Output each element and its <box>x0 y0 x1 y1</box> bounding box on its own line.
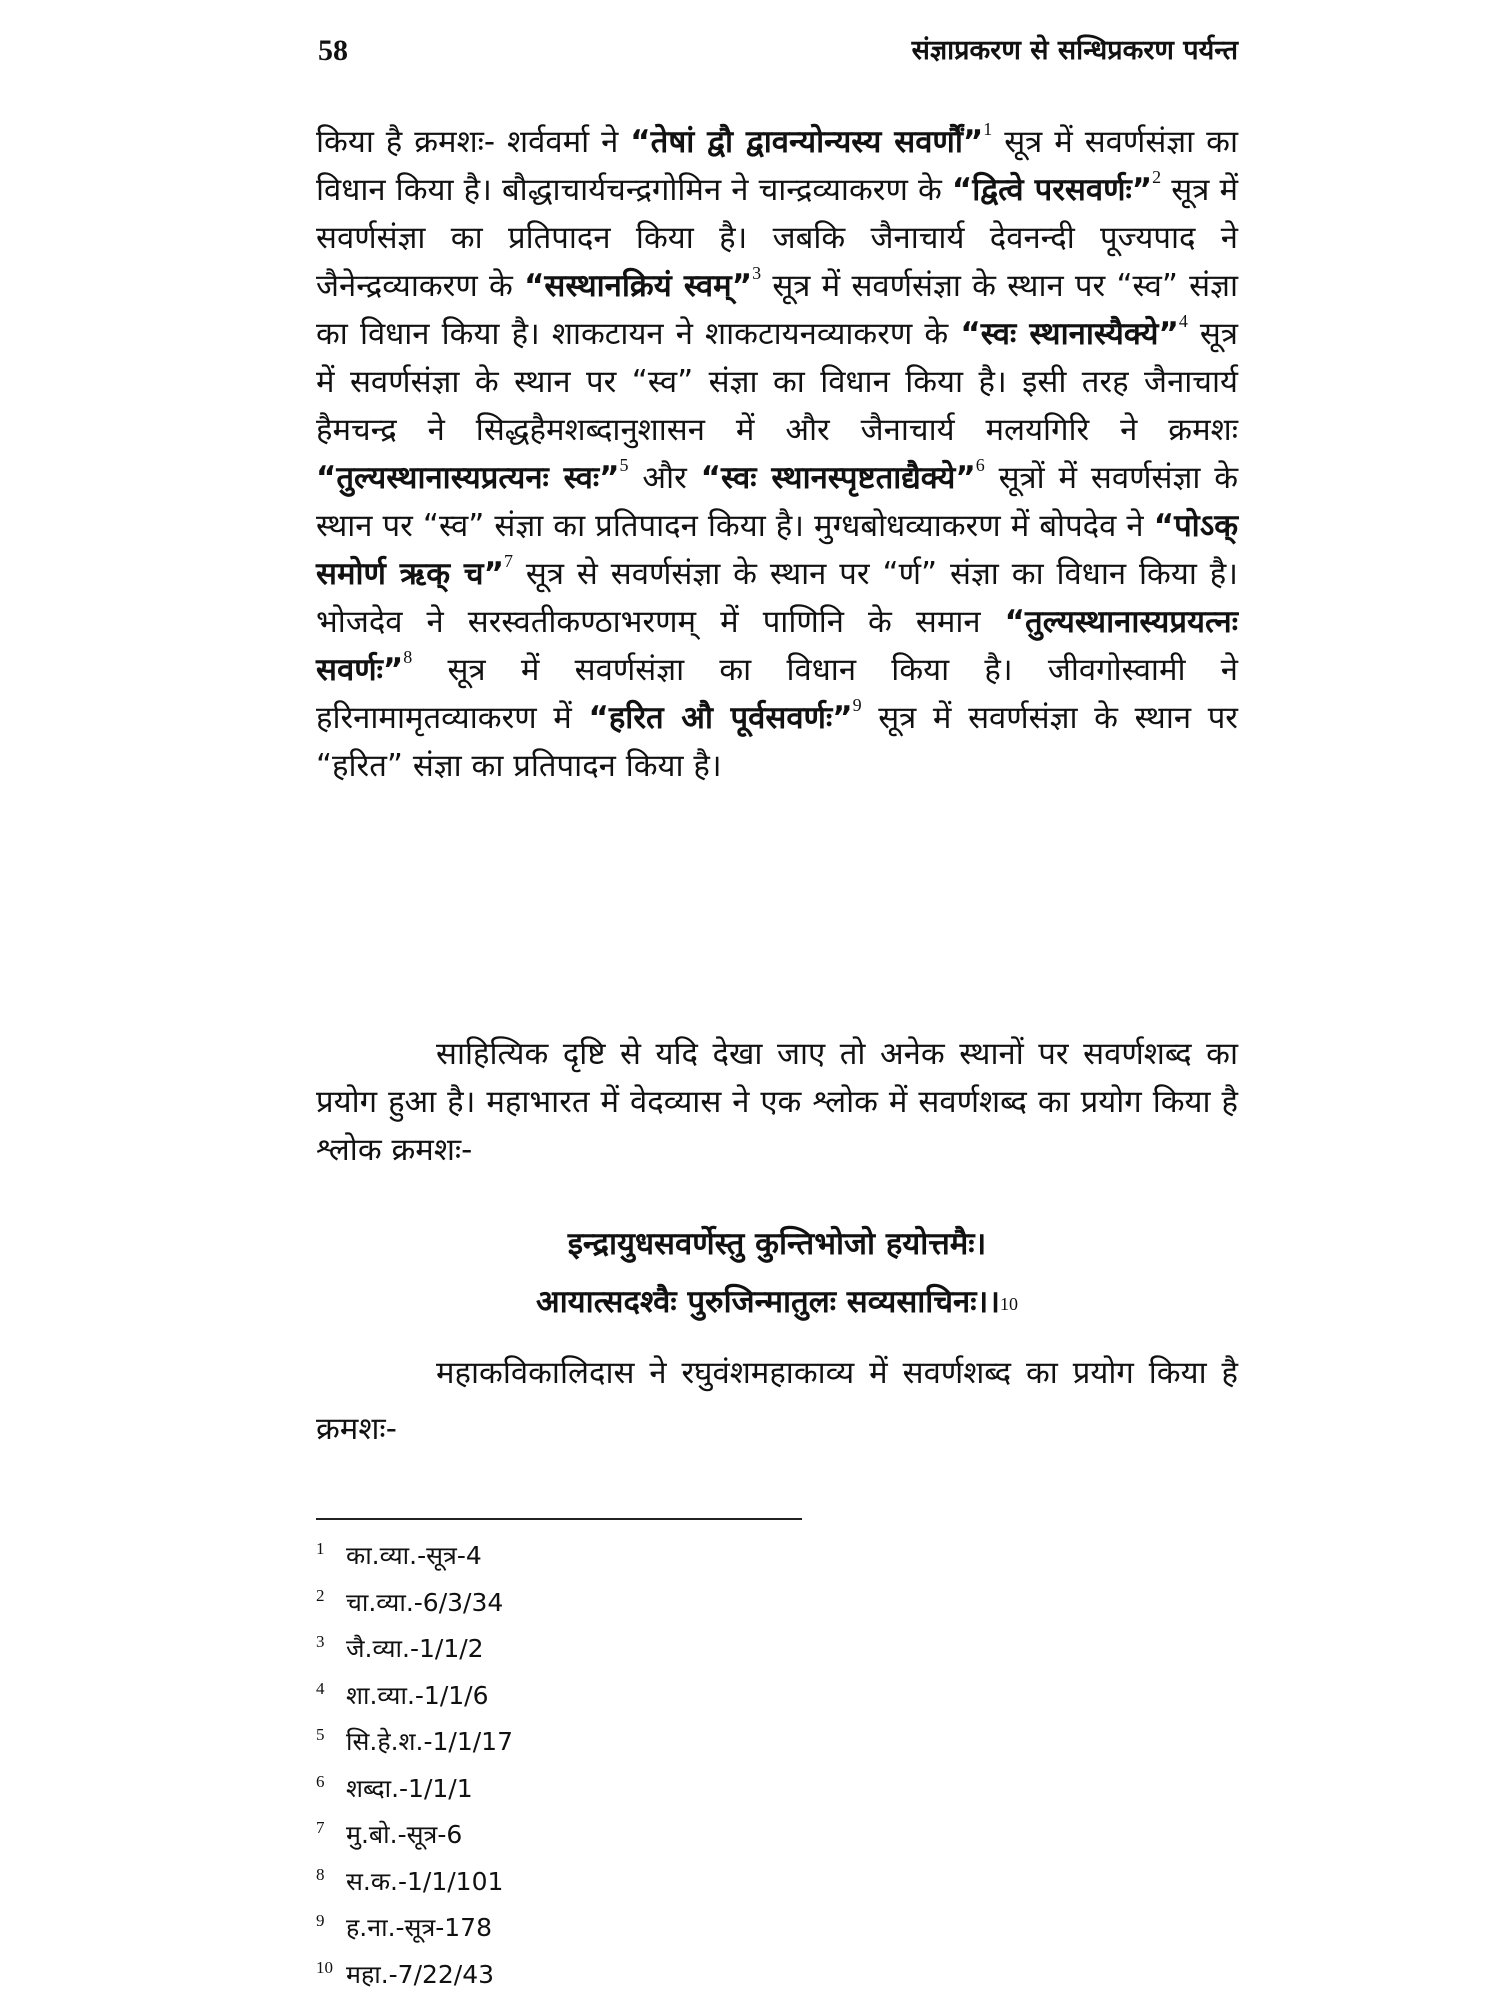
footnote-item <box>316 1771 513 1818</box>
footnote-number: 4 <box>316 1679 346 1699</box>
footnote-text: जै.व्या.-1/1/2 <box>346 1631 484 1665</box>
sutra-quote: “हरित औ पूर्वसवर्णः” <box>588 700 852 736</box>
sutra-quote: “तेषां द्वौ द्वावन्योन्यस्य सवर्णौं” <box>630 124 983 160</box>
text-run: किया है क्रमशः- शर्ववर्मा ने <box>316 124 630 160</box>
footnote-ref: 4 <box>1179 311 1188 331</box>
footnote-ref: 8 <box>403 647 412 667</box>
text-run: सूत्रों में सवर्णसंज्ञा के स्थान पर “स्व” संज्ञा का प्रतिपादन किया है। मुग्धबोधव्याकरण में बोपदेव ने <box>316 460 1238 544</box>
sutra-quote: “सस्थानक्रियं स्वम्” <box>524 268 752 304</box>
footnote-number: 9 <box>316 1911 346 1931</box>
footnote-ref: 7 <box>504 551 513 571</box>
footnote-text: महा.-7/22/43 <box>346 1957 494 1991</box>
page-number: 58 <box>318 34 348 68</box>
text-run: सूत्र में सवर्णसंज्ञा के स्थान पर “स्व” संज्ञा का विधान किया है। शाकटायन ने शाकटायनव्याकरण के <box>316 268 1238 352</box>
verse-footnote-ref: 10 <box>1000 1294 1018 1314</box>
footnote-number: 5 <box>316 1725 346 1745</box>
sutra-quote: “तुल्यस्थानास्यप्रत्यनः स्वः” <box>316 460 620 496</box>
footnote-ref: 9 <box>853 695 862 715</box>
text-run: सूत्र में सवर्णसंज्ञा का विधान किया है। जीवगोस्वामी ने हरिनामामृतव्याकरण में <box>316 652 1238 736</box>
footnote-item <box>316 1585 513 1632</box>
verse-line-2 <box>316 1278 1238 1326</box>
sutra-quote: “स्वः स्थानस्पृष्टताद्यैक्ये” <box>701 460 976 496</box>
verse-line-2-text: आयात्सदश्वैः पुरुजिन्मातुलः सव्यसाचिनः।। <box>536 1284 1000 1320</box>
footnote-item <box>316 1538 513 1585</box>
footnote-item <box>316 1910 513 1957</box>
text-run: सूत्र में सवर्णसंज्ञा का प्रतिपादन किया है। जबकि जैनाचार्य देवनन्दी पूज्यपाद ने जैनेन्द्रव्याकरण के <box>316 172 1238 304</box>
footnote-number: 10 <box>316 1958 346 1978</box>
footnote-item <box>316 1864 513 1911</box>
footnote-number: 6 <box>316 1772 346 1792</box>
footnote-text: चा.व्या.-6/3/34 <box>346 1585 503 1619</box>
sutra-quote: “पोऽक् समोर्ण ऋक् च” <box>316 508 1238 592</box>
text-run: सूत्र में सवर्णसंज्ञा का विधान किया है। बौद्धाचार्यचन्द्रगोमिन ने चान्द्रव्याकरण के <box>316 124 1238 208</box>
footnote-number: 3 <box>316 1632 346 1652</box>
footnote-text: ह.ना.-सूत्र-178 <box>346 1910 492 1944</box>
footnote-ref: 6 <box>976 455 985 475</box>
verse-line-1: इन्द्रायुधसवर्णेस्तु कुन्तिभोजो हयोत्तमैः। <box>316 1220 1238 1268</box>
sutra-quote: “स्वः स्थानास्यैक्ये” <box>960 316 1178 352</box>
footnote-ref: 1 <box>983 119 992 139</box>
footnote-item <box>316 1724 513 1771</box>
footnote-item <box>316 1957 513 2003</box>
footnote-text: का.व्या.-सूत्र-4 <box>346 1538 482 1572</box>
footnote-text: शा.व्या.-1/1/6 <box>346 1678 488 1712</box>
footnote-item <box>316 1817 513 1864</box>
sutra-quote: “द्वित्वे परसवर्णः” <box>952 172 1152 208</box>
footnote-item <box>316 1631 513 1678</box>
text-run: और <box>629 460 701 496</box>
footnote-item <box>316 1678 513 1725</box>
paragraph-2: साहित्यिक दृष्टि से यदि देखा जाए तो अनेक स्थानों पर सवर्णशब्द का प्रयोग हुआ है। महाभारत में वेदव्यास ने एक श्लोक में सवर्णशब्द का प्रयोग किया है श्लोक क्रमशः- <box>316 1030 1238 1174</box>
footnote-ref: 3 <box>752 263 761 283</box>
footnote-text: मु.बो.-सूत्र-6 <box>346 1817 462 1851</box>
footnote-number: 7 <box>316 1818 346 1838</box>
footnote-text: सि.हे.श.-1/1/17 <box>346 1724 513 1758</box>
footnote-list <box>316 1538 513 2003</box>
footnote-text: शब्दा.-1/1/1 <box>346 1771 473 1805</box>
footnote-number: 8 <box>316 1865 346 1885</box>
text-run: सूत्र में सवर्णसंज्ञा के स्थान पर “हरित” संज्ञा का प्रतिपादन किया है। <box>316 700 1238 784</box>
text-run: सूत्र में सवर्णसंज्ञा के स्थान पर “स्व” संज्ञा का विधान किया है। इसी तरह जैनाचार्य हैमचन्द्र ने सिद्धहैमशब्दानुशासन में और जैनाचार्य मलयगिरि ने क्रमशः <box>316 316 1238 448</box>
paragraph-3: महाकविकालिदास ने रघुवंशमहाकाव्य में सवर्णशब्द का प्रयोग किया है क्रमशः- <box>316 1345 1238 1457</box>
footnote-text: स.क.-1/1/101 <box>346 1864 503 1898</box>
running-title: संज्ञाप्रकरण से सन्धिप्रकरण पर्यन्त <box>912 30 1238 67</box>
footnote-ref: 2 <box>1152 167 1161 187</box>
footnote-number: 1 <box>316 1539 346 1559</box>
footnote-ref: 5 <box>620 455 629 475</box>
sutra-quote: “तुल्यस्थानास्यप्रयत्नः सवर्णः” <box>316 604 1238 688</box>
paragraph-1 <box>316 118 1238 790</box>
text-run: सूत्र से सवर्णसंज्ञा के स्थान पर “र्ण” संज्ञा का विधान किया है। भोजदेव ने सरस्वतीकण्ठाभरणम् में पाणिनि के समान <box>316 556 1238 640</box>
footnote-divider <box>316 1518 802 1520</box>
footnote-number: 2 <box>316 1586 346 1606</box>
